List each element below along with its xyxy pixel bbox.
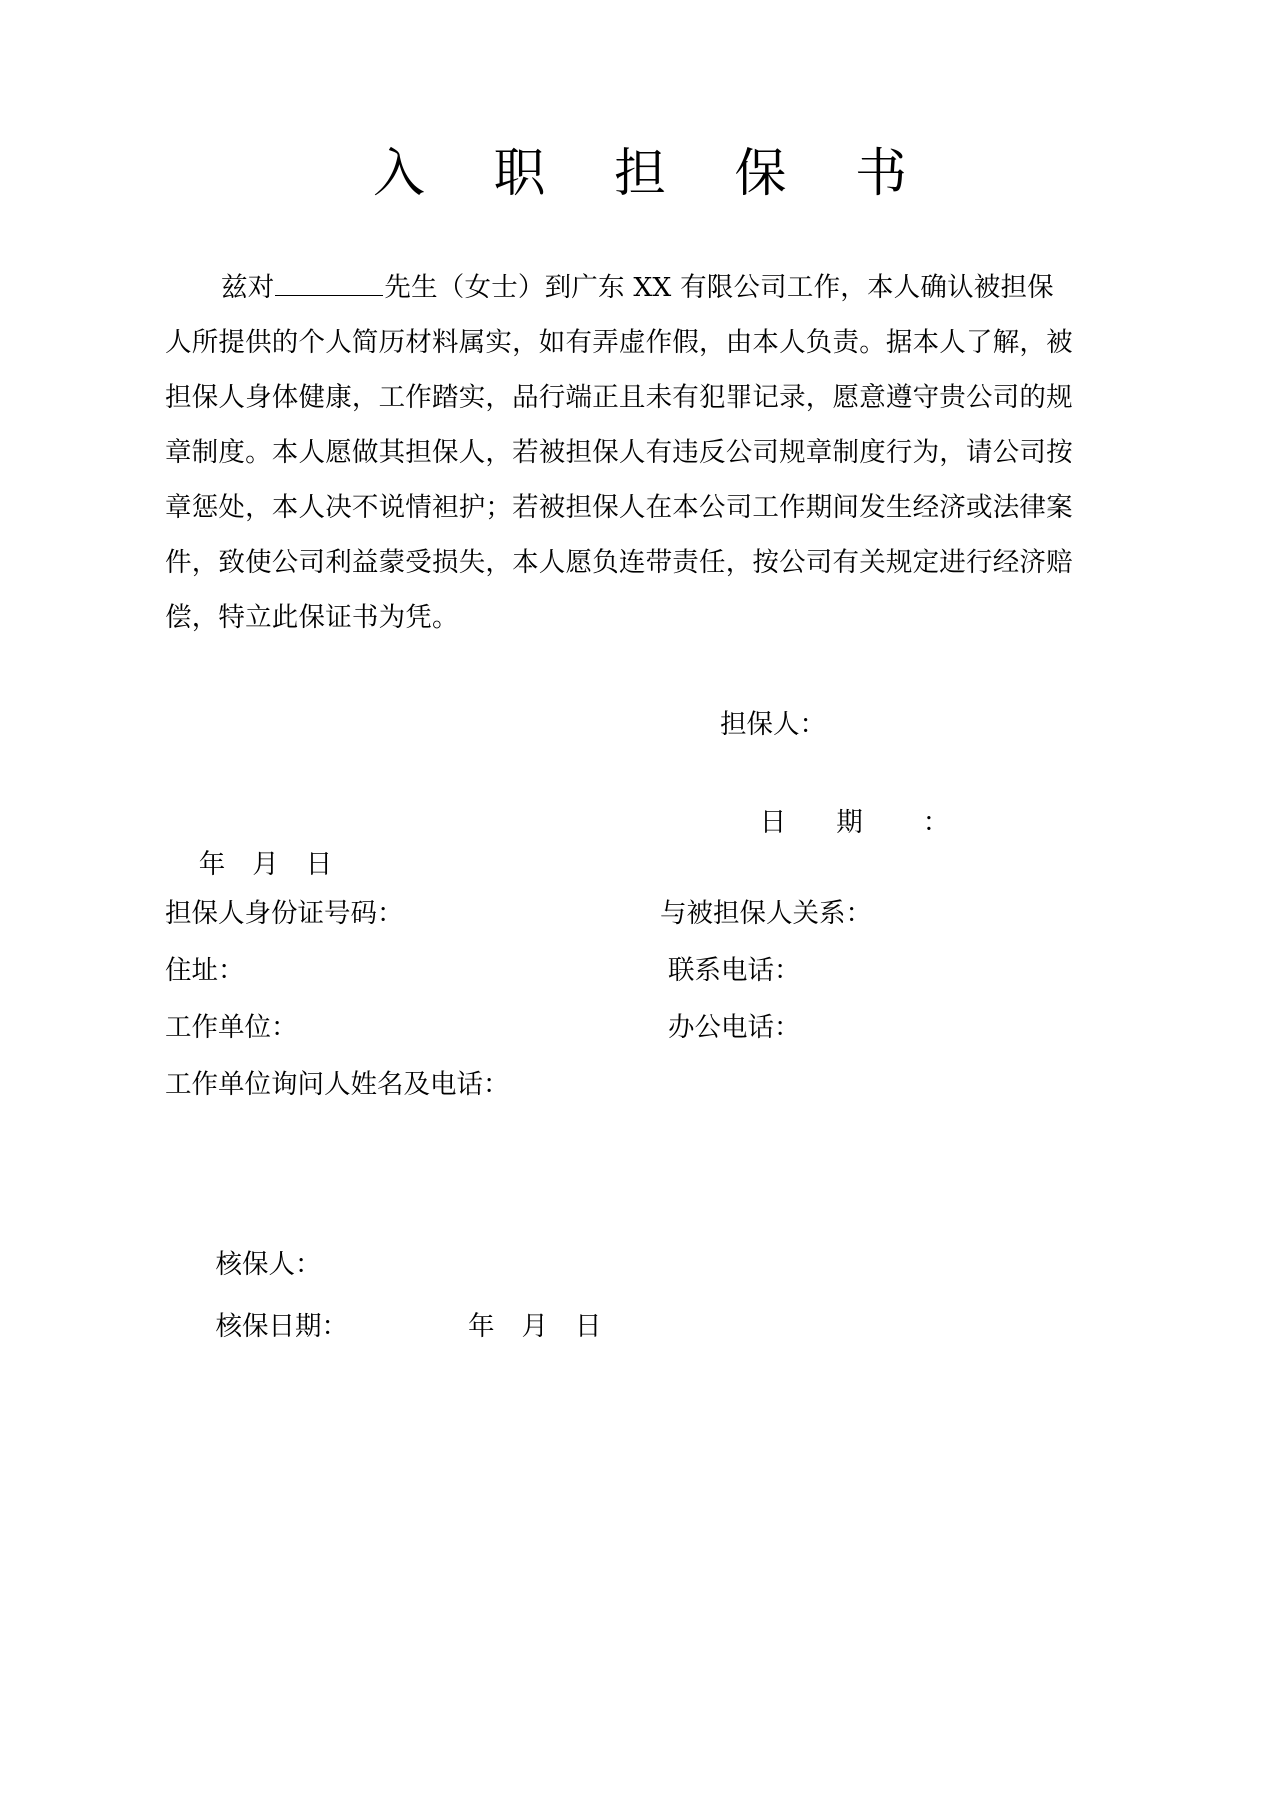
- field-label-guarantor-id: 担保人身份证号码：: [165, 898, 404, 929]
- verify-date-label: 核保日期：: [215, 1311, 349, 1342]
- field-label-work-unit: 工作单位：: [165, 1012, 298, 1043]
- body-line-1-rest: 先生（女士）到广东 XX 有限公司工作，本人确认被担保: [384, 272, 1054, 303]
- date-label-qi: 期: [836, 807, 863, 838]
- verifier-row: [165, 1172, 955, 1280]
- date-label-colon: ：: [922, 807, 950, 838]
- body-line: 偿，特立此保证书为凭。: [165, 602, 459, 633]
- verify-day: 日: [575, 1311, 602, 1342]
- body-line: 担保人身体健康，工作踏实，品行端正且未有犯罪记录，愿意遵守贵公司的规: [165, 382, 1073, 413]
- field-label-work-unit-contact: 工作单位询问人姓名及电话：: [165, 1069, 510, 1100]
- date-label-ri: 日: [759, 807, 787, 838]
- verify-month: 月: [521, 1311, 549, 1342]
- field-row: [165, 885, 955, 942]
- verification-block: [165, 1172, 955, 1342]
- verify-year: 年: [468, 1311, 495, 1342]
- field-row: [165, 1056, 955, 1113]
- field-row: [165, 999, 955, 1056]
- body-line: 章惩处，本人决不说情袒护；若被担保人在本公司工作期间发生经济或法律案: [165, 492, 1073, 523]
- body-line-1-start: [165, 260, 1054, 315]
- field-label-relationship: 与被担保人关系：: [660, 898, 872, 929]
- verifier-label: 核保人：: [215, 1249, 322, 1280]
- body-paragraph: [165, 260, 1073, 645]
- body-line: 章制度。本人愿做其担保人，若被担保人有违反公司规章制度行为，请公司按: [165, 437, 1073, 468]
- guarantor-signature-label: 担保人：: [720, 709, 826, 740]
- signature-date-label: [726, 748, 949, 898]
- field-row: [165, 942, 955, 999]
- body-line-1-lead: 兹对: [221, 272, 275, 303]
- form-fields: [165, 885, 955, 1113]
- name-blank-rule[interactable]: [275, 272, 383, 296]
- field-label-office-phone: 办公电话：: [668, 1012, 801, 1043]
- field-label-address: 住址：: [165, 955, 245, 986]
- field-label-contact-phone: 联系电话：: [668, 955, 801, 986]
- body-line: 件，致使公司利益蒙受损失，本人愿负连带责任，按公司有关规定进行经济赔: [165, 547, 1073, 578]
- ymd-day: 日: [305, 849, 333, 880]
- body-line: [165, 260, 1054, 315]
- body-line: 人所提供的个人简历材料属实，如有弄虚作假，由本人负责。据本人了解，被: [165, 327, 1073, 358]
- ymd-year: 年: [198, 849, 226, 880]
- ymd-month: 月: [252, 849, 279, 880]
- page-title: 入 职 担 保 书: [372, 144, 934, 204]
